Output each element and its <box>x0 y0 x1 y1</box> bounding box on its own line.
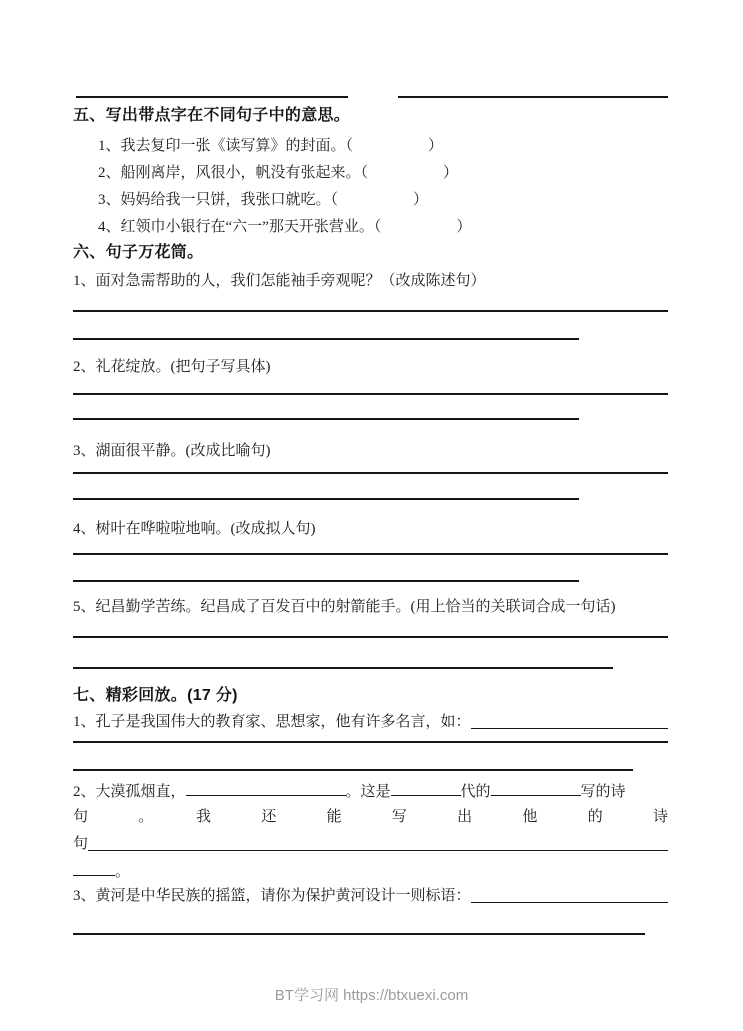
section-6-question-4: 4、树叶在哗啦啦地响。(改成拟人句) <box>73 521 316 537</box>
question-text: 代的 <box>460 784 491 800</box>
answer-line <box>73 667 613 669</box>
inline-blank-line <box>88 846 668 851</box>
top-answer-line-left <box>76 96 348 98</box>
section-5-item-2: 2、船刚离岸，风很小，帆没有张起来。（ ） <box>98 165 459 181</box>
inline-blank-line <box>186 780 346 796</box>
section-5-item-4: 4、红领巾小银行在“六一”那天开张营业。（ ） <box>98 219 472 235</box>
section-6-question-3: 3、湖面很平静。(改成比喻句) <box>73 443 271 459</box>
answer-line <box>73 338 579 340</box>
section-7-heading: 七、精彩回放。(17 分) <box>73 687 238 704</box>
answer-line <box>73 741 668 743</box>
section-5-item-3: 3、妈妈给我一只饼，我张口就吃。（ ） <box>98 192 429 208</box>
section-6-question-1: 1、面对急需帮助的人，我们怎能袖手旁观呢？（改成陈述句） <box>73 273 486 289</box>
question-text: 写的诗 <box>580 784 626 800</box>
inline-blank-line <box>471 724 668 729</box>
inline-blank-line <box>73 860 115 876</box>
answer-line <box>73 498 579 500</box>
inline-blank-line <box>471 898 668 903</box>
section-6-question-2: 2、礼花绽放。(把句子写具体) <box>73 359 271 375</box>
answer-line <box>73 636 668 638</box>
section-7-question-1 <box>73 712 668 732</box>
answer-line <box>73 393 668 395</box>
site-watermark: BT学习网 https://btxuexi.com <box>274 987 469 1004</box>
question-text: 。 <box>115 864 131 880</box>
answer-line <box>73 472 668 474</box>
section-6-heading: 六、句子万花筒。 <box>73 244 204 261</box>
question-text: 1、孔子是我国伟大的教育家、思想家，他有许多名言，如： <box>73 714 471 730</box>
answer-line <box>73 553 668 555</box>
question-text: 句 <box>73 836 89 852</box>
top-answer-line-right <box>398 96 668 98</box>
section-6-question-5: 5、纪昌勤学苦练。纪昌成了百发百中的射箭能手。(用上恰当的关联词合成一句话) <box>73 599 616 615</box>
inline-blank-line <box>391 780 461 796</box>
section-7-question-2-line-2: 句 。 我 还 能 写 出 他 的 诗 <box>73 809 668 825</box>
answer-line <box>73 418 579 420</box>
question-text: 3、黄河是中华民族的摇篮，请你为保护黄河设计一则标语： <box>73 888 471 904</box>
answer-line <box>73 310 668 312</box>
question-text: 。这是 <box>345 784 391 800</box>
section-7-question-2-line-1 <box>73 780 668 802</box>
section-7-question-3 <box>73 886 668 906</box>
question-text: 2、大漠孤烟直， <box>73 784 186 800</box>
section-7-question-2-line-3 <box>73 834 668 854</box>
answer-line <box>73 933 645 935</box>
section-7-question-2-line-4 <box>73 860 668 882</box>
inline-blank-line <box>491 780 581 796</box>
answer-line <box>73 580 579 582</box>
section-5-heading: 五、写出带点字在不同句子中的意思。 <box>73 107 351 124</box>
section-5-item-1: 1、我去复印一张《读写算》的封面。（ ） <box>98 138 444 154</box>
answer-line <box>73 769 633 771</box>
